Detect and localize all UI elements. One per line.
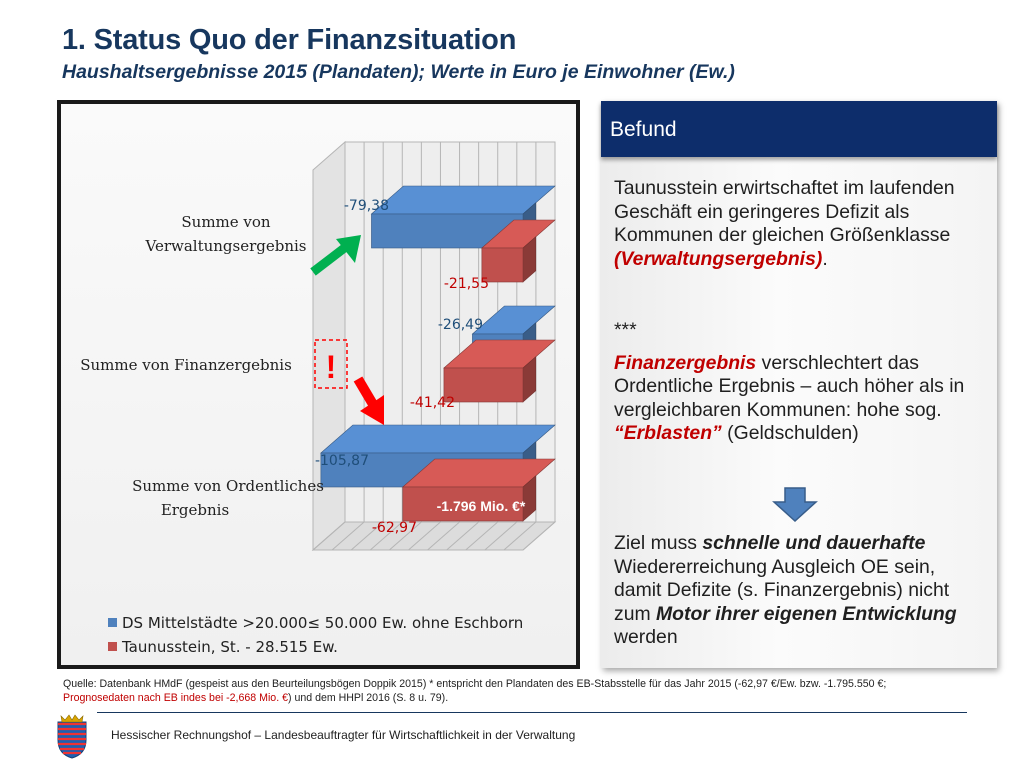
finding-3-c: Wiedererreichung Ausgleich OE sein, damit Defizite (s. Finanzergebnis) nicht zum bbox=[614, 555, 950, 625]
finding-3-a: Ziel muss bbox=[614, 532, 703, 554]
category-label-1-line-0: Summe von Finanzergebnis bbox=[80, 356, 292, 374]
value-label-ds-2: -105,87 bbox=[314, 453, 369, 469]
source-line-1: Quelle: Datenbank HMdF (gespeist aus den Beurteilungsbögen Doppik 2015) * entspricht den Plandaten des EB-Stabsstelle für das Jahr 2015 (-62,97 €/Ew. bzw. -1.795.550 €; bbox=[63, 678, 887, 690]
finding-3-b: schnelle und dauerhafte bbox=[702, 532, 926, 554]
page-title: 1. Status Quo der Finanzsituation bbox=[62, 24, 517, 56]
finding-paragraph-2 bbox=[614, 319, 984, 446]
finding-2-quote: “Erblasten” bbox=[614, 422, 722, 444]
chart-frame bbox=[57, 100, 580, 669]
chart-floor bbox=[313, 522, 555, 550]
page-subtitle: Haushaltsergebnisse 2015 (Plandaten); Werte in Euro je Einwohner (Ew.) bbox=[62, 61, 735, 83]
finding-2-text: verschlechtert das Ordentliche Ergebnis – auch höher als in vergleichbaren Kommunen: hohe sog. bbox=[614, 351, 965, 421]
footer-divider bbox=[97, 712, 967, 713]
category-label-2-line-1: Ergebnis bbox=[160, 501, 230, 519]
source-line-2-end: ) und dem HHPl 2016 (S. 8 u. 79). bbox=[287, 692, 449, 704]
panel-header: Befund bbox=[601, 101, 997, 157]
source-note bbox=[63, 677, 963, 705]
category-label-0-line-0: Summe von bbox=[181, 213, 271, 231]
finding-paragraph-1 bbox=[614, 177, 984, 271]
category-label-2-line-0: Summe von Ordentliches bbox=[132, 477, 324, 495]
finding-3-e: werden bbox=[614, 626, 678, 648]
down-arrow-icon bbox=[772, 487, 818, 523]
source-line-2-red: Prognosedaten nach EB indes bei -2,668 Mio. € bbox=[63, 692, 288, 704]
value-label-ds-1: -26,49 bbox=[437, 317, 483, 333]
bar-chart bbox=[61, 104, 576, 665]
value-label-taunusstein-2: -62,97 bbox=[371, 520, 417, 536]
finding-2-highlight: Finanzergebnis bbox=[614, 351, 757, 374]
finding-1-text: Taunusstein erwirtschaftet im laufenden Geschäft ein geringeres Defizit als Kommunen der gleichen Größenklasse bbox=[614, 177, 955, 246]
legend-label-taunusstein: Taunusstein, St. - 28.515 Ew. bbox=[122, 638, 338, 656]
legend-label-ds: DS Mittelstädte >20.000≤ 50.000 Ew. ohne Eschborn bbox=[122, 614, 524, 632]
footer-text: Hessischer Rechnungshof – Landesbeauftragter für Wirtschaftlichkeit in der Verwaltung bbox=[111, 728, 576, 742]
finding-2-end: (Geldschulden) bbox=[721, 422, 859, 444]
hessen-crest-icon bbox=[50, 712, 94, 760]
separator-stars: *** bbox=[614, 319, 637, 341]
legend-swatch-ds bbox=[108, 618, 117, 627]
findings-panel bbox=[601, 101, 997, 668]
annotation-bar-label: -1.796 Mio. €* bbox=[436, 498, 526, 514]
value-label-taunusstein-1: -41,42 bbox=[409, 395, 455, 411]
finding-3-d: Motor ihrer eigenen Entwicklung bbox=[656, 602, 957, 625]
finding-paragraph-3 bbox=[614, 532, 984, 650]
warning-exclamation: ! bbox=[325, 349, 337, 385]
legend-swatch-taunusstein bbox=[108, 642, 117, 651]
value-label-taunusstein-0: -21,55 bbox=[443, 276, 489, 292]
category-label-0-line-1: Verwaltungsergebnis bbox=[145, 237, 307, 255]
finding-1-end: . bbox=[822, 247, 828, 270]
value-label-ds-0: -79,38 bbox=[343, 198, 389, 214]
finding-1-highlight: (Verwaltungsergebnis) bbox=[614, 247, 823, 270]
